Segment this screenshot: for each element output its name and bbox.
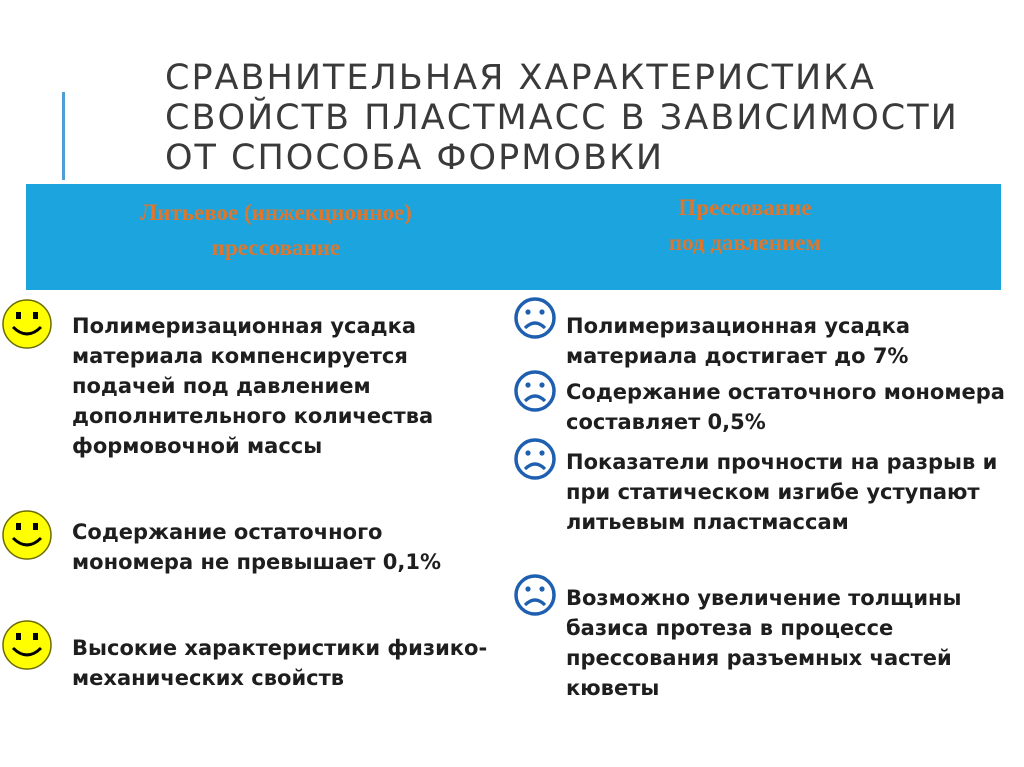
sad-face-icon [513, 369, 557, 413]
right-column-header [500, 190, 990, 260]
right-item-4: Возможно увеличение толщины базиса протеза в процессе прессования разъемных частей кюветы [566, 586, 962, 700]
sad-face-icon [513, 573, 557, 617]
smiley-face-icon [0, 618, 54, 672]
title-accent-line [62, 92, 65, 180]
right-header-line-1: Прессование [678, 195, 812, 220]
sad-face-icon [513, 296, 557, 340]
left-header-line-1: Литьевое (инжекционное) [140, 200, 412, 225]
left-item-2: Содержание остаточного мономера не превышает 0,1% [72, 520, 442, 574]
left-column-header [36, 195, 516, 265]
right-item-2: Содержание остаточного мономера составляет 0,5% [566, 380, 1005, 434]
smiley-face-icon [0, 297, 54, 351]
smiley-face-icon [0, 508, 54, 562]
right-header-line-2: под давлением [668, 230, 822, 255]
right-item-3: Показатели прочности на разрыв и при статическом изгибе уступают литьевым пластмассам [566, 450, 998, 534]
left-item-1: Полимеризационная усадка материала компенсируется подачей под давлением дополнительного количества формовочной массы [72, 314, 434, 458]
right-item-1: Полимеризационная усадка материала достигает до 7% [566, 314, 911, 368]
sad-face-icon [513, 437, 557, 481]
left-item-3: Высокие характеристики физико-механических свойств [72, 636, 488, 690]
slide-title: СРАВНИТЕЛЬНАЯ ХАРАКТЕРИСТИКА СВОЙСТВ ПЛАСТМАСС В ЗАВИСИМОСТИ ОТ СПОСОБА ФОРМОВКИ [165, 58, 959, 178]
left-header-line-2: прессование [211, 235, 341, 260]
